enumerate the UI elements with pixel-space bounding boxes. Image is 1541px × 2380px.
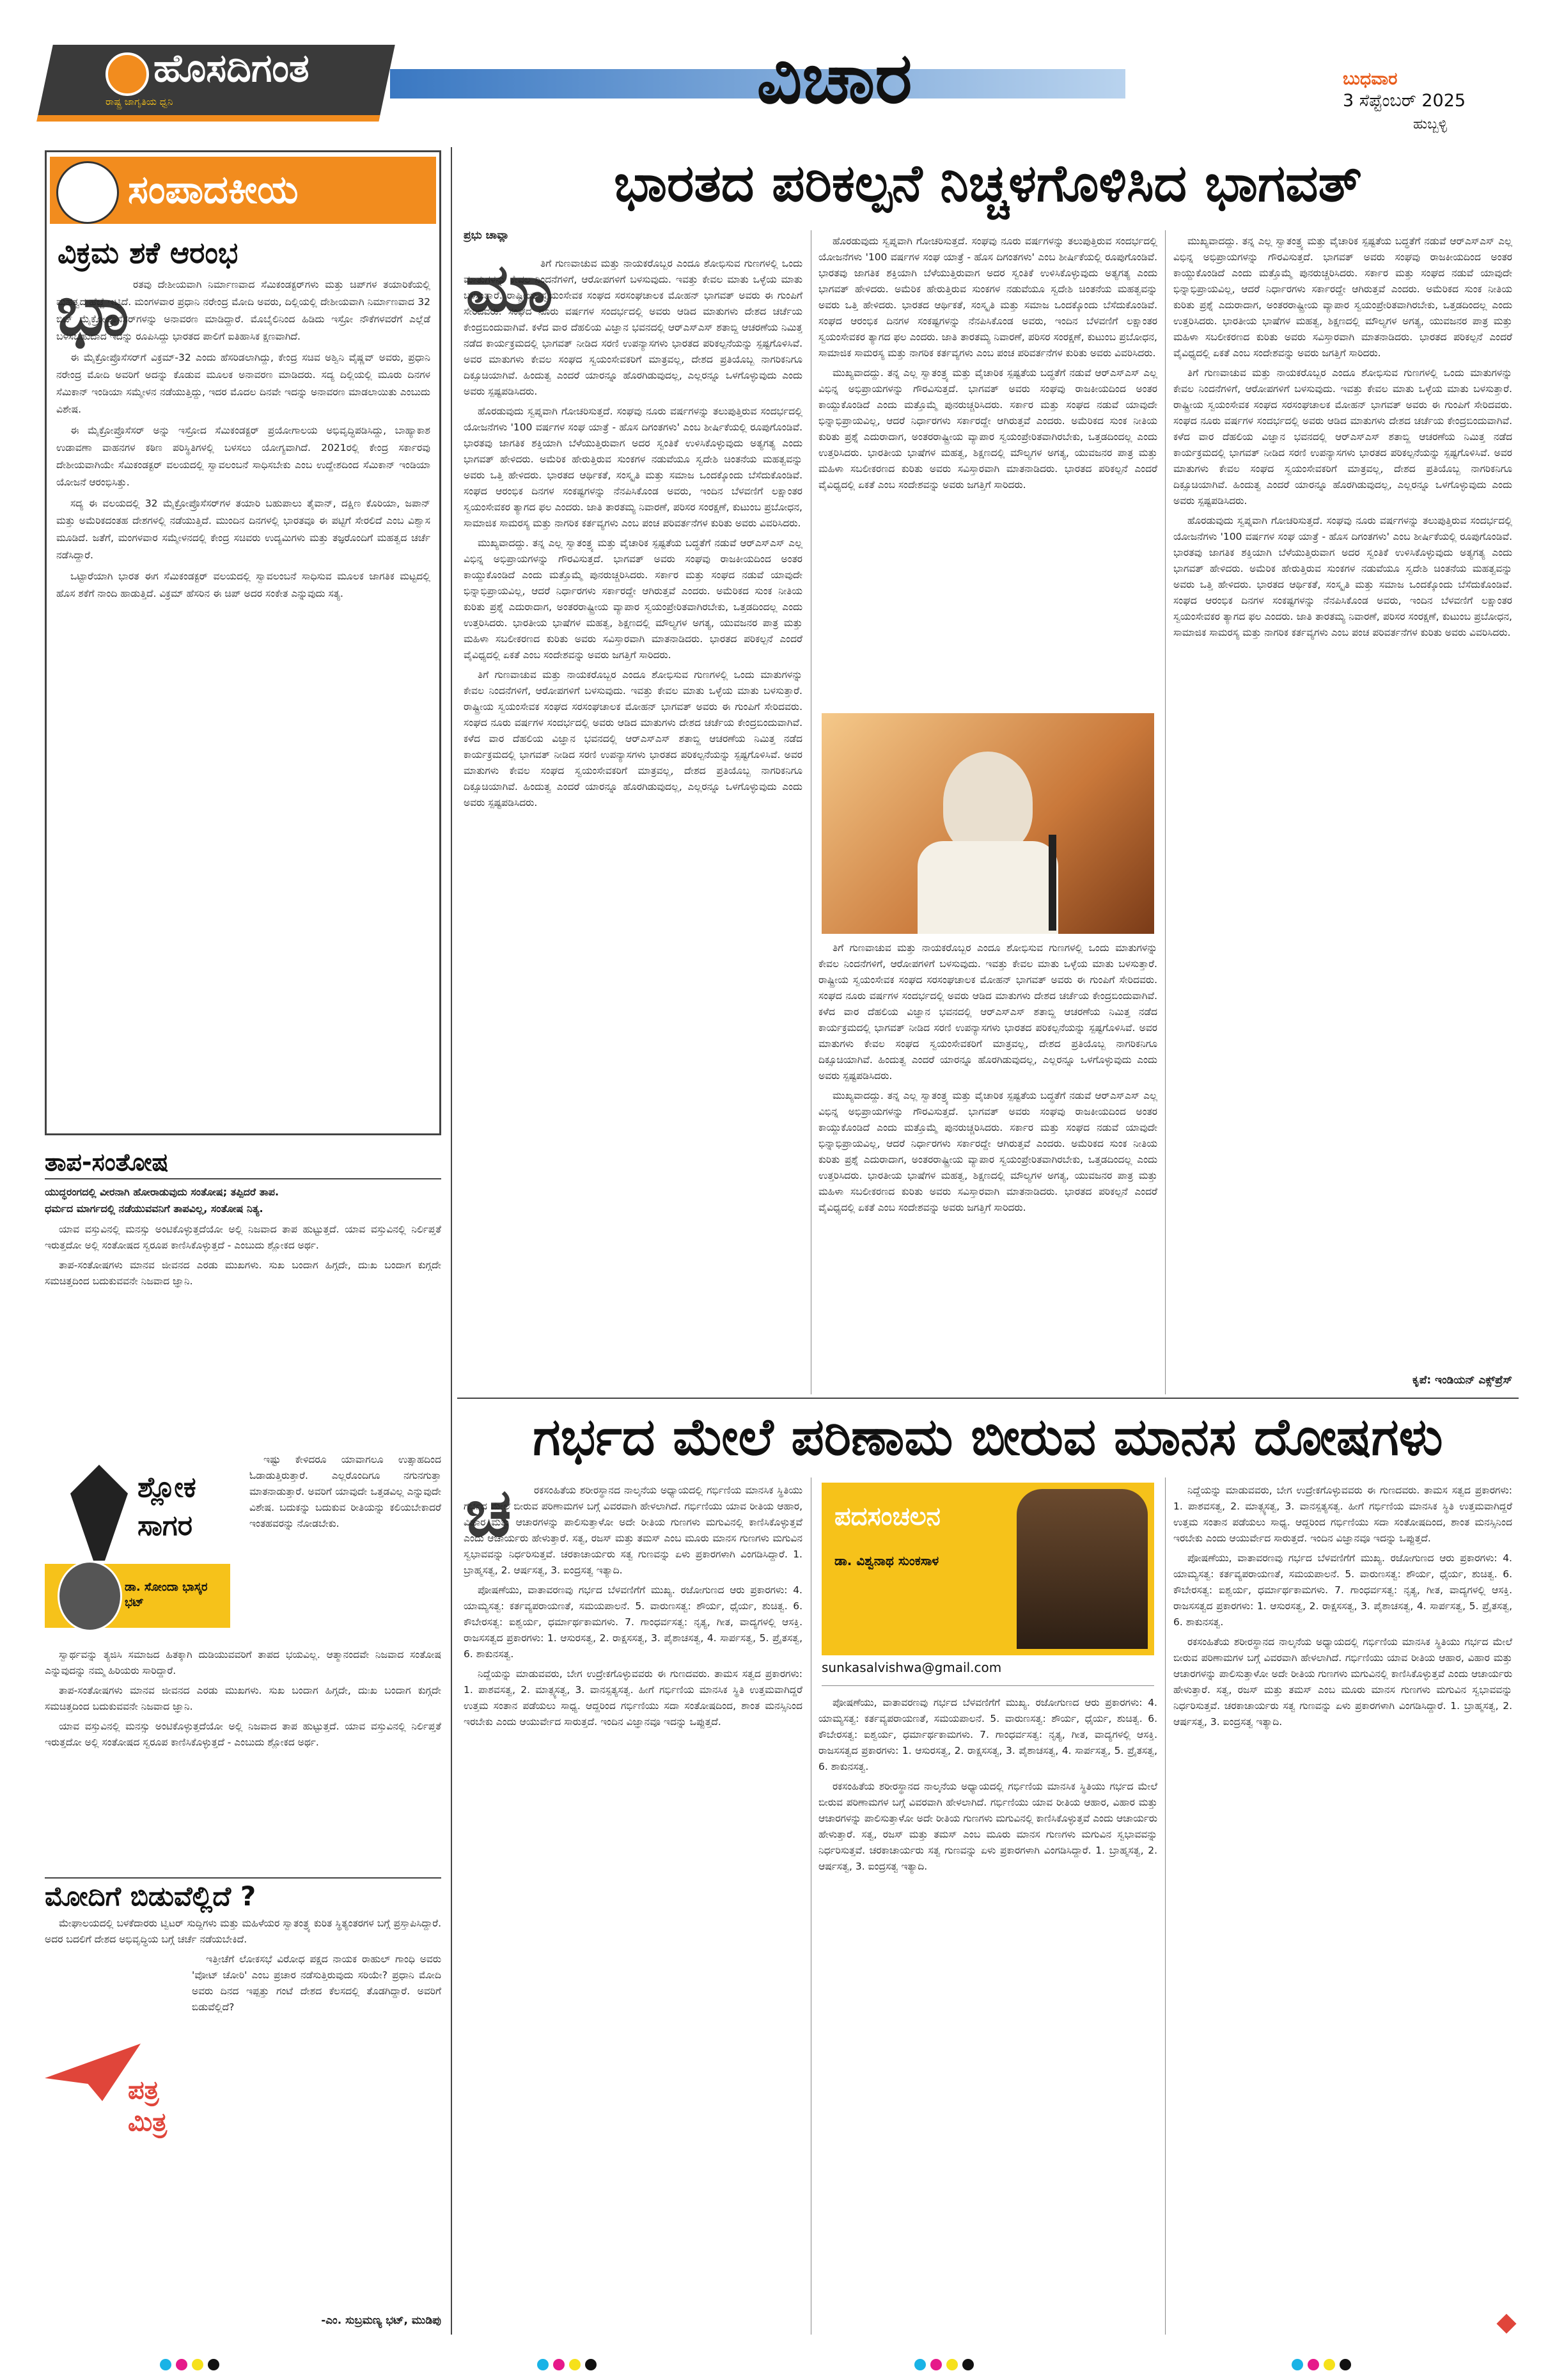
author-photo	[58, 1561, 122, 1632]
issue-day: ಬುಧವಾರ	[1343, 69, 1398, 89]
patra-label-2: ಮಿತ್ರ	[128, 2108, 168, 2137]
taapa-paragraph: ತಾಪ-ಸಂತೋಷಗಳು ಮಾನವ ಜೀವನದ ಎರಡು ಮುಖಗಳು. ಸುಖ ಬಂದಾಗ ಹಿಗ್ಗದೇ, ದುಃಖ ಬಂದಾಗ ಕುಗ್ಗದೇ ಸಮಚಿತ್ತದಿಂದ ಬದುಕುವವನೇ ನಿಜವಾದ ಜ್ಞಾನಿ.	[45, 1259, 441, 1287]
shloka-sagara-badge	[45, 1446, 237, 1637]
second-paragraph: ರಕಸಂಹಿತೆಯ ಶರೀರಸ್ಥಾನದ ನಾಲ್ಕನೆಯ ಅಧ್ಯಾಯದಲ್ಲಿ ಗರ್ಭಿಣಿಯ ಮಾನಸಿಕ ಸ್ಥಿತಿಯು ಗರ್ಭದ ಮೇಲೆ ಬೀರುವ ಪರಿಣಾಮಗಳ ಬಗ್ಗೆ ವಿವರವಾಗಿ ಹೇಳಲಾಗಿದೆ. ಗರ್ಭಿಣಿಯು ಯಾವ ರೀತಿಯ ಆಹಾರ, ವಿಹಾರ ಮತ್ತು ಆಚಾರಗಳನ್ನು ಪಾಲಿಸುತ್ತಾಳೋ ಅದೇ ರೀತಿಯ ಗುಣಗಳು ಮಗುವಿನಲ್ಲಿ ಕಾಣಿಸಿಕೊಳ್ಳುತ್ತವೆ ಎಂದು ಆಚಾರ್ಯರು ಹೇಳುತ್ತಾರೆ. ಸತ್ವ, ರಜಸ್ ಮತ್ತು ತಮಸ್ ಎಂಬ ಮೂರು ಮಾನಸ ಗುಣಗಳು ಮಗುವಿನ ಸ್ವಭಾವವನ್ನು ನಿರ್ಧರಿಸುತ್ತವೆ. ಚರಕಾಚಾರ್ಯರು ಸತ್ವ ಗುಣವನ್ನು ಏಳು ಪ್ರಕಾರಗಳಾಗಿ ವಿಂಗಡಿಸಿದ್ದಾರೆ. 1. ಬ್ರಾಹ್ಮಸತ್ವ, 2. ಆರ್ಷಸತ್ವ, 3. ಐಂದ್ರಸತ್ವ ಇತ್ಯಾದಿ.	[1173, 1636, 1512, 1728]
main-column-3	[1173, 233, 1512, 1366]
registration-mark	[569, 2359, 581, 2370]
editorial-emblem-icon	[56, 161, 119, 224]
main-paragraph: ತಿಗೆ ಗುಣವಾಚುವ ಮತ್ತು ನಾಯಕರೊಬ್ಬರ ಎಂದೂ ಶೋಭಿಸುವ ಗುಣಗಳಲ್ಲಿ ಒಂದು ಮಾತುಗಳನ್ನು ಕೇವಲ ನಿಂದನೆಗಳಿಗೆ, ಆರೋಪಗಳಿಗೆ ಬಳಸುವುದು. ಇವತ್ತು ಕೇವಲ ಮಾತು ಒಳ್ಳೆಯ ಮಾತು ಬಳಸುತ್ತಾರೆ. ರಾಷ್ಟ್ರೀಯ ಸ್ವಯಂಸೇವಕ ಸಂಘದ ಸರಸಂಘಚಾಲಕ ಮೋಹನ್ ಭಾಗವತ್ ಅವರು ಈ ಗುಂಪಿಗೆ ಸೇರಿದವರು. ಸಂಘದ ನೂರು ವರ್ಷಗಳ ಸಂದರ್ಭದಲ್ಲಿ ಅವರು ಆಡಿದ ಮಾತುಗಳು ದೇಶದ ಚರ್ಚೆಯ ಕೇಂದ್ರಬಿಂದುವಾಗಿವೆ. ಕಳೆದ ವಾರ ದೆಹಲಿಯ ವಿಜ್ಞಾನ ಭವನದಲ್ಲಿ ಆರ್‌ಎಸ್‌ಎಸ್ ಶತಾಬ್ದಿ ಆಚರಣೆಯ ನಿಮಿತ್ತ ನಡೆದ ಕಾರ್ಯಕ್ರಮದಲ್ಲಿ ಭಾಗವತ್ ನೀಡಿದ ಸರಣಿ ಉಪನ್ಯಾಸಗಳು ಭಾರತದ ಪರಿಕಲ್ಪನೆಯನ್ನು ಸ್ಪಷ್ಟಗೊಳಿಸಿವೆ. ಅವರ ಮಾತುಗಳು ಕೇವಲ ಸಂಘದ ಸ್ವಯಂಸೇವಕರಿಗೆ ಮಾತ್ರವಲ್ಲ, ದೇಶದ ಪ್ರತಿಯೊಬ್ಬ ನಾಗರಿಕನಿಗೂ ದಿಕ್ಸೂಚಿಯಾಗಿವೆ. ಹಿಂದುತ್ವ ಎಂದರೆ ಯಾರನ್ನೂ ಹೊರಗಿಡುವುದಲ್ಲ, ಎಲ್ಲರನ್ನೂ ಒಳಗೊಳ್ಳುವುದು ಎಂದು ಅವರು ಸ್ಪಷ್ಟಪಡಿಸಿದರು.	[464, 258, 802, 397]
main-credit: ಕೃಪೆ: ಇಂಡಿಯನ್ ಎಕ್ಸ್‌ಪ್ರೆಸ್	[1412, 1374, 1512, 1387]
taapa-body-top	[45, 1222, 441, 1452]
masthead	[0, 0, 1541, 134]
column-author: ಡಾ. ವಿಶ್ವನಾಥ ಸುಂಕಸಾಳ	[834, 1553, 939, 1568]
second-paragraph: ರಕಸಂಹಿತೆಯ ಶರೀರಸ್ಥಾನದ ನಾಲ್ಕನೆಯ ಅಧ್ಯಾಯದಲ್ಲಿ ಗರ್ಭಿಣಿಯ ಮಾನಸಿಕ ಸ್ಥಿತಿಯು ಗರ್ಭದ ಮೇಲೆ ಬೀರುವ ಪರಿಣಾಮಗಳ ಬಗ್ಗೆ ವಿವರವಾಗಿ ಹೇಳಲಾಗಿದೆ. ಗರ್ಭಿಣಿಯು ಯಾವ ರೀತಿಯ ಆಹಾರ, ವಿಹಾರ ಮತ್ತು ಆಚಾರಗಳನ್ನು ಪಾಲಿಸುತ್ತಾಳೋ ಅದೇ ರೀತಿಯ ಗುಣಗಳು ಮಗುವಿನಲ್ಲಿ ಕಾಣಿಸಿಕೊಳ್ಳುತ್ತವೆ ಎಂದು ಆಚಾರ್ಯರು ಹೇಳುತ್ತಾರೆ. ಸತ್ವ, ರಜಸ್ ಮತ್ತು ತಮಸ್ ಎಂಬ ಮೂರು ಮಾನಸ ಗುಣಗಳು ಮಗುವಿನ ಸ್ವಭಾವವನ್ನು ನಿರ್ಧರಿಸುತ್ತವೆ. ಚರಕಾಚಾರ್ಯರು ಸತ್ವ ಗುಣವನ್ನು ಏಳು ಪ್ರಕಾರಗಳಾಗಿ ವಿಂಗಡಿಸಿದ್ದಾರೆ. 1. ಬ್ರಾಹ್ಮಸತ್ವ, 2. ಆರ್ಷಸತ್ವ, 3. ಐಂದ್ರಸತ್ವ ಇತ್ಯಾದಿ.	[818, 1781, 1157, 1872]
patra-mitra-badge	[45, 2044, 185, 2152]
second-paragraph: ನಿದ್ದೆಯನ್ನು ಮಾಡುವವರು, ಬೇಗ ಉದ್ರೇಕಗೊಳ್ಳುವವರು ಈ ಗುಣದವರು. ತಾಮಸ ಸತ್ವದ ಪ್ರಕಾರಗಳು: 1. ಪಾಶವಸತ್ವ, 2. ಮಾತ್ಸ್ಯಸತ್ವ, 3. ವಾನಸ್ಪತ್ಯಸತ್ವ. ಹೀಗೆ ಗರ್ಭಿಣಿಯ ಮಾನಸಿಕ ಸ್ಥಿತಿ ಉತ್ತಮವಾಗಿದ್ದರೆ ಉತ್ತಮ ಸಂತಾನ ಪಡೆಯಲು ಸಾಧ್ಯ. ಆದ್ದರಿಂದ ಗರ್ಭಿಣಿಯು ಸದಾ ಸಂತೋಷದಿಂದ, ಶಾಂತ ಮನಸ್ಸಿನಿಂದ ಇರಬೇಕು ಎಂದು ಆಯುರ್ವೇದ ಸಾರುತ್ತದೆ. ಇಂದಿನ ವಿಜ್ಞಾನವೂ ಇದನ್ನು ಒಪ್ಪುತ್ತದೆ.	[1173, 1485, 1512, 1544]
second-headline: ಗರ್ಭದ ಮೇಲೆ ಪರಿಣಾಮ ಬೀರುವ ಮಾನಸ ದೋಷಗಳು	[533, 1407, 1443, 1467]
taapa-body-side	[249, 1452, 441, 1644]
main-paragraph: ಹೊರಡುವುದು ಸ್ವಪ್ನವಾಗಿ ಗೋಚರಿಸುತ್ತದೆ. ಸಂಘವು ನೂರು ವರ್ಷಗಳನ್ನು ತಲುಪುತ್ತಿರುವ ಸಂದರ್ಭದಲ್ಲಿ ಯೋಜನೆಗಳು '100 ವರ್ಷಗಳ ಸಂಘ ಯಾತ್ರೆ - ಹೊಸ ದಿಗಂತಗಳು' ಎಂಬ ಶೀರ್ಷಿಕೆಯಲ್ಲಿ ರೂಪುಗೊಂಡಿವೆ. ಭಾರತವು ಜಾಗತಿಕ ಶಕ್ತಿಯಾಗಿ ಬೆಳೆಯುತ್ತಿರುವಾಗ ಅದರ ಸ್ವಂತಿಕೆ ಉಳಿಸಿಕೊಳ್ಳುವುದು ಅತ್ಯಗತ್ಯ ಎಂದು ಭಾಗವತ್ ಹೇಳಿದರು. ಅಮೆರಿಕ ಹೇರುತ್ತಿರುವ ಸುಂಕಗಳ ನಡುವೆಯೂ ಸ್ವದೇಶಿ ಚಿಂತನೆಯ ಮಹತ್ವವನ್ನು ಅವರು ಒತ್ತಿ ಹೇಳಿದರು. ಭಾರತದ ಆರ್ಥಿಕತೆ, ಸಂಸ್ಕೃತಿ ಮತ್ತು ಸಮಾಜ ಒಂದಕ್ಕೊಂದು ಬೆಸೆದುಕೊಂಡಿವೆ. ಸಂಘದ ಆರಂಭಿಕ ದಿನಗಳ ಸಂಕಷ್ಟಗಳನ್ನು ನೆನಪಿಸಿಕೊಂಡ ಅವರು, ಇಂದಿನ ಬೆಳವಣಿಗೆ ಲಕ್ಷಾಂತರ ಸ್ವಯಂಸೇವಕರ ತ್ಯಾಗದ ಫಲ ಎಂದರು. ಜಾತಿ ತಾರತಮ್ಯ ನಿವಾರಣೆ, ಪರಿಸರ ಸಂರಕ್ಷಣೆ, ಕುಟುಂಬ ಪ್ರಬೋಧನ, ಸಾಮಾಜಿಕ ಸಾಮರಸ್ಯ ಮತ್ತು ನಾಗರಿಕ ಕರ್ತವ್ಯಗಳು ಎಂಬ ಪಂಚ ಪರಿವರ್ತನೆಗಳ ಕುರಿತು ಅವರು ವಿವರಿಸಿದರು.	[464, 406, 802, 529]
speaker-body	[918, 841, 1058, 934]
registration-mark	[192, 2359, 203, 2370]
taapa-paragraph: ಸ್ವಾರ್ಥವನ್ನು ತ್ಯಜಿಸಿ ಸಮಾಜದ ಹಿತಕ್ಕಾಗಿ ದುಡಿಯುವವರಿಗೆ ತಾಪದ ಭಯವಿಲ್ಲ. ಆತ್ಮಾನಂದವೇ ನಿಜವಾದ ಸಂತೋಷ ಎನ್ನುವುದನ್ನು ನಮ್ಮ ಹಿರಿಯರು ಸಾರಿದ್ದಾರೆ.	[45, 1649, 441, 1676]
taapa-shloka-line: ಧರ್ಮದ ಮಾರ್ಗದಲ್ಲಿ ನಡೆಯುವವನಿಗೆ ತಾಪವಿಲ್ಲ, ಸಂತೋಷ ನಿತ್ಯ.	[45, 1202, 263, 1215]
main-divider-2	[1165, 230, 1166, 1394]
registration-mark	[1340, 2359, 1351, 2370]
second-paragraph: ಪೋಷಣೆಯು, ವಾತಾವರಣವು ಗರ್ಭದ ಬೆಳವಣಿಗೆಗೆ ಮುಖ್ಯ. ರಜೋಗುಣದ ಆರು ಪ್ರಕಾರಗಳು: 4. ಯಾಮ್ಯಸತ್ವ: ಕರ್ತವ್ಯಪರಾಯಣತೆ, ಸಮಯಪಾಲನೆ. 5. ವಾರುಣಸತ್ವ: ಶೌರ್ಯ, ಧೈರ್ಯ, ಶುಚಿತ್ವ. 6. ಕೌಬೇರಸತ್ವ: ಐಶ್ವರ್ಯ, ಧರ್ಮಾರ್ಥಕಾಮಗಳು. 7. ಗಾಂಧರ್ವಸತ್ವ: ನೃತ್ಯ, ಗೀತ, ವಾದ್ಯಗಳಲ್ಲಿ ಆಸಕ್ತಿ. ರಾಜಸಸತ್ವದ ಪ್ರಕಾರಗಳು: 1. ಆಸುರಸತ್ವ, 2. ರಾಕ್ಷಸಸತ್ವ, 3. ಪೈಶಾಚಸತ್ವ, 4. ಸಾರ್ಪಸತ್ವ, 5. ಪ್ರೈತಸತ್ವ, 6. ಶಾಕುನಸತ್ವ.	[818, 1697, 1157, 1772]
taapa-paragraph: ತಾಪ-ಸಂತೋಷಗಳು ಮಾನವ ಜೀವನದ ಎರಡು ಮುಖಗಳು. ಸುಖ ಬಂದಾಗ ಹಿಗ್ಗದೇ, ದುಃಖ ಬಂದಾಗ ಕುಗ್ಗದೇ ಸಮಚಿತ್ತದಿಂದ ಬದುಕುವವನೇ ನಿಜವಾದ ಜ್ಞಾನಿ.	[45, 1685, 441, 1712]
editorial-paragraph: ಸದ್ಯ ಈ ವಲಯದಲ್ಲಿ 32 ಮೈಕ್ರೋಪ್ರೊಸೆಸರ್‌ಗಳ ತಯಾರಿ ಬಹುಪಾಲು ತೈವಾನ್, ದಕ್ಷಿಣ ಕೊರಿಯಾ, ಜಪಾನ್ ಮತ್ತು ಅಮೆರಿಕದಂತಹ ದೇಶಗಳಲ್ಲಿ ನಡೆಯುತ್ತಿದೆ. ಮುಂದಿನ ದಿನಗಳಲ್ಲಿ ಭಾರತವೂ ಈ ಪಟ್ಟಿಗೆ ಸೇರಲಿದೆ ಎಂಬ ವಿಶ್ವಾಸ ಮೂಡಿದೆ. ಜತೆಗೆ, ಮಂಗಳವಾರ ಸಮ್ಮೇಳನದಲ್ಲಿ ಕೇಂದ್ರ ಸಚಿವರು ಉದ್ಯಮಿಗಳು ಮತ್ತು ತಜ್ಞರೊಂದಿಗೆ ಮಹತ್ವದ ಚರ್ಚೆ ನಡೆಸಿದ್ದಾರೆ.	[56, 498, 430, 561]
bhagwat-photo	[822, 713, 1154, 934]
quill-icon	[70, 1465, 128, 1561]
shloka-label-2: ಸಾಗರ	[137, 1509, 192, 1542]
main-paragraph: ತಿಗೆ ಗುಣವಾಚುವ ಮತ್ತು ನಾಯಕರೊಬ್ಬರ ಎಂದೂ ಶೋಭಿಸುವ ಗುಣಗಳಲ್ಲಿ ಒಂದು ಮಾತುಗಳನ್ನು ಕೇವಲ ನಿಂದನೆಗಳಿಗೆ, ಆರೋಪಗಳಿಗೆ ಬಳಸುವುದು. ಇವತ್ತು ಕೇವಲ ಮಾತು ಒಳ್ಳೆಯ ಮಾತು ಬಳಸುತ್ತಾರೆ. ರಾಷ್ಟ್ರೀಯ ಸ್ವಯಂಸೇವಕ ಸಂಘದ ಸರಸಂಘಚಾಲಕ ಮೋಹನ್ ಭಾಗವತ್ ಅವರು ಈ ಗುಂಪಿಗೆ ಸೇರಿದವರು. ಸಂಘದ ನೂರು ವರ್ಷಗಳ ಸಂದರ್ಭದಲ್ಲಿ ಅವರು ಆಡಿದ ಮಾತುಗಳು ದೇಶದ ಚರ್ಚೆಯ ಕೇಂದ್ರಬಿಂದುವಾಗಿವೆ. ಕಳೆದ ವಾರ ದೆಹಲಿಯ ವಿಜ್ಞಾನ ಭವನದಲ್ಲಿ ಆರ್‌ಎಸ್‌ಎಸ್ ಶತಾಬ್ದಿ ಆಚರಣೆಯ ನಿಮಿತ್ತ ನಡೆದ ಕಾರ್ಯಕ್ರಮದಲ್ಲಿ ಭಾಗವತ್ ನೀಡಿದ ಸರಣಿ ಉಪನ್ಯಾಸಗಳು ಭಾರತದ ಪರಿಕಲ್ಪನೆಯನ್ನು ಸ್ಪಷ್ಟಗೊಳಿಸಿವೆ. ಅವರ ಮಾತುಗಳು ಕೇವಲ ಸಂಘದ ಸ್ವಯಂಸೇವಕರಿಗೆ ಮಾತ್ರವಲ್ಲ, ದೇಶದ ಪ್ರತಿಯೊಬ್ಬ ನಾಗರಿಕನಿಗೂ ದಿಕ್ಸೂಚಿಯಾಗಿವೆ. ಹಿಂದುತ್ವ ಎಂದರೆ ಯಾರನ್ನೂ ಹೊರಗಿಡುವುದಲ್ಲ, ಎಲ್ಲರನ್ನೂ ಒಳಗೊಳ್ಳುವುದು ಎಂದು ಅವರು ಸ್ಪಷ್ಟಪಡಿಸಿದರು.	[818, 942, 1157, 1082]
section-title: ವಿಚಾರ	[756, 37, 912, 119]
taapa-paragraph: ಯಾವ ವಸ್ತುವಿನಲ್ಲಿ ಮನಸ್ಸು ಅಂಟಿಕೊಳ್ಳುತ್ತದೆಯೋ ಅಲ್ಲಿ ನಿಜವಾದ ತಾಪ ಹುಟ್ಟುತ್ತದೆ. ಯಾವ ವಸ್ತುವಿನಲ್ಲಿ ನಿರ್ಲಿಪ್ತತೆ ಇರುತ್ತದೋ ಅಲ್ಲಿ ಸಂತೋಷದ ಸ್ವರೂಪ ಕಾಣಿಸಿಕೊಳ್ಳುತ್ತದೆ - ಎಂಬುದು ಶ್ಲೋಕದ ಅರ್ಥ.	[45, 1721, 441, 1748]
second-drop-cap: ಚ	[465, 1474, 512, 1552]
registration-mark	[537, 2359, 549, 2370]
editorial-label: ಸಂಪಾದಕೀಯ	[128, 168, 299, 212]
registration-mark	[914, 2359, 926, 2370]
taapa-shloka-line: ಯುದ್ಧರಂಗದಲ್ಲಿ ವೀರನಾಗಿ ಹೋರಾಡುವುದು ಸಂತೋಷ; ತಪ್ಪಿದರೆ ತಾಪ.	[45, 1186, 279, 1198]
modi-paragraph: ಮೇಘಾಲಯದಲ್ಲಿ ಬಳಕೆದಾರರು ಟ್ವಿಟರ್ ಸುದ್ದಿಗಳು ಮತ್ತು ಮಹಿಳೆಯರ ಸ್ವಾತಂತ್ರ್ಯ ಕುರಿತ ಸ್ಥಿತ್ಯಂತರಗಳ ಬಗ್ಗೆ ಪ್ರಸ್ತಾಪಿಸಿದ್ದಾರೆ. ಅದರ ಬದಲಿಗೆ ದೇಶದ ಅಭಿವೃದ್ಧಿಯ ಬಗ್ಗೆ ಚರ್ಚೆ ನಡೆಯಬೇಕಿದೆ.	[45, 1918, 441, 1945]
editorial-paragraph: ಈ ಮೈಕ್ರೋಪ್ರೊಸೆಸರ್‌ಗೆ ವಿಕ್ರಮ್-32 ಎಂದು ಹೆಸರಿಡಲಾಗಿದ್ದು, ಕೇಂದ್ರ ಸಚಿವ ಅಶ್ವಿನಿ ವೈಷ್ಣವ್ ಅವರು, ಪ್ರಧಾನಿ ನರೇಂದ್ರ ಮೋದಿ ಅವರಿಗೆ ಅದನ್ನು ಕೊಡುವ ಮೂಲಕ ಅನಾವರಣ ಮಾಡಿದರು. ಸದ್ಯ ದಿಲ್ಲಿಯಲ್ಲಿ ಮೂರು ದಿನಗಳ ಸೆಮಿಕಾನ್ ಇಂಡಿಯಾ ಸಮ್ಮೇಳನ ನಡೆಯುತ್ತಿದ್ದು, ಇದರ ಮೊದಲ ದಿನವೇ ಇದನ್ನು ಅನಾವರಣ ಮಾಡಲಾಯಿತು ಎಂಬುದು ವಿಶೇಷ.	[56, 352, 430, 415]
paper-name: ಹೊಸದಿಗಂತ	[153, 46, 309, 91]
speaker-figure	[943, 752, 1033, 854]
modi-rule	[45, 1877, 441, 1879]
taapa-paragraph: ಯಾವ ವಸ್ತುವಿನಲ್ಲಿ ಮನಸ್ಸು ಅಂಟಿಕೊಳ್ಳುತ್ತದೆಯೋ ಅಲ್ಲಿ ನಿಜವಾದ ತಾಪ ಹುಟ್ಟುತ್ತದೆ. ಯಾವ ವಸ್ತುವಿನಲ್ಲಿ ನಿರ್ಲಿಪ್ತತೆ ಇರುತ್ತದೋ ಅಲ್ಲಿ ಸಂತೋಷದ ಸ್ವರೂಪ ಕಾಣಿಸಿಕೊಳ್ಳುತ್ತದೆ - ಎಂಬುದು ಶ್ಲೋಕದ ಅರ್ಥ.	[45, 1224, 441, 1251]
patra-label-1: ಪತ್ರ	[128, 2076, 159, 2105]
second-paragraph: ರಕಸಂಹಿತೆಯ ಶರೀರಸ್ಥಾನದ ನಾಲ್ಕನೆಯ ಅಧ್ಯಾಯದಲ್ಲಿ ಗರ್ಭಿಣಿಯ ಮಾನಸಿಕ ಸ್ಥಿತಿಯು ಗರ್ಭದ ಮೇಲೆ ಬೀರುವ ಪರಿಣಾಮಗಳ ಬಗ್ಗೆ ವಿವರವಾಗಿ ಹೇಳಲಾಗಿದೆ. ಗರ್ಭಿಣಿಯು ಯಾವ ರೀತಿಯ ಆಹಾರ, ವಿಹಾರ ಮತ್ತು ಆಚಾರಗಳನ್ನು ಪಾಲಿಸುತ್ತಾಳೋ ಅದೇ ರೀತಿಯ ಗುಣಗಳು ಮಗುವಿನಲ್ಲಿ ಕಾಣಿಸಿಕೊಳ್ಳುತ್ತವೆ ಎಂದು ಆಚಾರ್ಯರು ಹೇಳುತ್ತಾರೆ. ಸತ್ವ, ರಜಸ್ ಮತ್ತು ತಮಸ್ ಎಂಬ ಮೂರು ಮಾನಸ ಗುಣಗಳು ಮಗುವಿನ ಸ್ವಭಾವವನ್ನು ನಿರ್ಧರಿಸುತ್ತವೆ. ಚರಕಾಚಾರ್ಯರು ಸತ್ವ ಗುಣವನ್ನು ಏಳು ಪ್ರಕಾರಗಳಾಗಿ ವಿಂಗಡಿಸಿದ್ದಾರೆ. 1. ಬ್ರಾಹ್ಮಸತ್ವ, 2. ಆರ್ಷಸತ್ವ, 3. ಐಂದ್ರಸತ್ವ ಇತ್ಯಾದಿ.	[464, 1485, 802, 1576]
main-paragraph: ಮುಖ್ಯವಾದದ್ದು. ತನ್ನ ಎಲ್ಲ ಸ್ವಾತಂತ್ರ್ಯ ಮತ್ತು ವೈಚಾರಿಕ ಸ್ಪಷ್ಟತೆಯ ಬದ್ಧತೆಗೆ ನಡುವೆ ಆರ್‌ಎಸ್‌ಎಸ್ ಎಲ್ಲ ವಿಭಿನ್ನ ಅಭಿಪ್ರಾಯಗಳನ್ನು ಗೌರವಿಸುತ್ತದೆ. ಭಾಗವತ್ ಅವರು ಸಂಘವು ರಾಜಕೀಯದಿಂದ ಅಂತರ ಕಾಯ್ದುಕೊಂಡಿದೆ ಎಂದು ಮತ್ತೊಮ್ಮೆ ಪುನರುಚ್ಚರಿಸಿದರು. ಸರ್ಕಾರ ಮತ್ತು ಸಂಘದ ನಡುವೆ ಯಾವುದೇ ಭಿನ್ನಾಭಿಪ್ರಾಯವಿಲ್ಲ, ಆದರೆ ನಿರ್ಧಾರಗಳು ಸರ್ಕಾರದ್ದೇ ಆಗಿರುತ್ತವೆ ಎಂದರು. ಅಮೆರಿಕದ ಸುಂಕ ನೀತಿಯ ಕುರಿತು ಪ್ರಶ್ನೆ ಎದುರಾದಾಗ, ಅಂತರರಾಷ್ಟ್ರೀಯ ವ್ಯಾಪಾರ ಸ್ವಯಂಪ್ರೇರಿತವಾಗಿರಬೇಕು, ಒತ್ತಡದಿಂದಲ್ಲ ಎಂದು ಉತ್ತರಿಸಿದರು. ಭಾರತೀಯ ಭಾಷೆಗಳ ಮಹತ್ವ, ಶಿಕ್ಷಣದಲ್ಲಿ ಮೌಲ್ಯಗಳ ಅಗತ್ಯ, ಯುವಜನರ ಪಾತ್ರ ಮತ್ತು ಮಹಿಳಾ ಸಬಲೀಕರಣದ ಕುರಿತು ಅವರು ಸವಿಸ್ತಾರವಾಗಿ ಮಾತನಾಡಿದರು. ಭಾರತದ ಪರಿಕಲ್ಪನೆ ಎಂದರೆ ವೈವಿಧ್ಯದಲ್ಲಿ ಏಕತೆ ಎಂಬ ಸಂದೇಶವನ್ನು ಅವರು ಜಗತ್ತಿಗೆ ಸಾರಿದರು.	[818, 367, 1157, 491]
left-column-divider	[451, 147, 452, 2335]
editorial-drop-cap: ಭಾ	[56, 269, 129, 351]
second-column-2	[818, 1695, 1157, 2335]
modi-headline: ಮೋದಿಗೆ ಬಿಡುವೆಲ್ಲಿದೆ ?	[45, 1880, 256, 1912]
main-byline: ಪ್ರಭು ಚಾವ್ಲಾ	[464, 229, 510, 242]
paper-tagline: ರಾಷ್ಟ್ರ ಜಾಗೃತಿಯ ಧ್ವನಿ	[106, 96, 173, 107]
second-paragraph: ನಿದ್ದೆಯನ್ನು ಮಾಡುವವರು, ಬೇಗ ಉದ್ರೇಕಗೊಳ್ಳುವವರು ಈ ಗುಣದವರು. ತಾಮಸ ಸತ್ವದ ಪ್ರಕಾರಗಳು: 1. ಪಾಶವಸತ್ವ, 2. ಮಾತ್ಸ್ಯಸತ್ವ, 3. ವಾನಸ್ಪತ್ಯಸತ್ವ. ಹೀಗೆ ಗರ್ಭಿಣಿಯ ಮಾನಸಿಕ ಸ್ಥಿತಿ ಉತ್ತಮವಾಗಿದ್ದರೆ ಉತ್ತಮ ಸಂತಾನ ಪಡೆಯಲು ಸಾಧ್ಯ. ಆದ್ದರಿಂದ ಗರ್ಭಿಣಿಯು ಸದಾ ಸಂತೋಷದಿಂದ, ಶಾಂತ ಮನಸ್ಸಿನಿಂದ ಇರಬೇಕು ಎಂದು ಆಯುರ್ವೇದ ಸಾರುತ್ತದೆ. ಇಂದಿನ ವಿಜ್ಞಾನವೂ ಇದನ್ನು ಒಪ್ಪುತ್ತದೆ.	[464, 1668, 802, 1728]
registration-mark	[553, 2359, 565, 2370]
author-photo	[1017, 1489, 1148, 1649]
registration-mark	[930, 2359, 942, 2370]
main-column-2a	[818, 233, 1157, 707]
registration-mark	[585, 2359, 597, 2370]
microphone-icon	[1049, 835, 1056, 931]
main-column-2b	[818, 940, 1157, 1388]
shloka-author: ಡಾ. ಸೋಂದಾ ಭಾಸ್ಕರ ಭಟ್	[125, 1580, 208, 1609]
column-email: sunkasalvishwa@gmail.com	[822, 1660, 1154, 1686]
second-column-1	[464, 1483, 802, 2333]
logo-emblem-icon	[106, 52, 149, 96]
issue-city: ಹುಬ್ಬಳ್ಳಿ	[1413, 116, 1448, 132]
padasanchalana-badge	[822, 1483, 1154, 1655]
editorial-paragraph: ಈ ಮೈಕ್ರೋಪ್ರೊಸೆಸರ್ ಅನ್ನು ಇಸ್ರೋದ ಸೆಮಿಕಂಡಕ್ಟರ್ ಪ್ರಯೋಗಾಲಯ ಅಭಿವೃದ್ಧಿಪಡಿಸಿದ್ದು, ಬಾಹ್ಯಾಕಾಶ ಉಡಾವಣಾ ವಾಹನಗಳ ಕಠಿಣ ಪರಿಸ್ಥಿತಿಗಳಲ್ಲಿ ಬಳಸಲು ಯೋಗ್ಯವಾಗಿದೆ. 2021ರಲ್ಲಿ ಕೇಂದ್ರ ಸರ್ಕಾರವು ದೇಶೀಯವಾಗಿಯೇ ಸೆಮಿಕಂಡಕ್ಟರ್ ವಲಯದಲ್ಲಿ ಸ್ವಾವಲಂಬನೆ ಸಾಧಿಸಬೇಕು ಎಂಬ ಉದ್ದೇಶದಿಂದ ಸೆಮಿಕಾನ್ ಇಂಡಿಯಾ ಯೋಜನೆ ಆರಂಭಿಸಿತ್ತು.	[56, 425, 430, 488]
taapa-rule	[45, 1178, 441, 1179]
modi-signature: -ಎಂ. ಸುಬ್ರಮಣ್ಯ ಭಟ್, ಮುಡಿಪು	[321, 2314, 441, 2327]
second-divider-2	[1165, 1478, 1166, 2335]
registration-mark	[176, 2359, 187, 2370]
registration-mark	[1324, 2359, 1335, 2370]
main-bottom-rule	[457, 1398, 1519, 1399]
main-paragraph: ಹೊರಡುವುದು ಸ್ವಪ್ನವಾಗಿ ಗೋಚರಿಸುತ್ತದೆ. ಸಂಘವು ನೂರು ವರ್ಷಗಳನ್ನು ತಲುಪುತ್ತಿರುವ ಸಂದರ್ಭದಲ್ಲಿ ಯೋಜನೆಗಳು '100 ವರ್ಷಗಳ ಸಂಘ ಯಾತ್ರೆ - ಹೊಸ ದಿಗಂತಗಳು' ಎಂಬ ಶೀರ್ಷಿಕೆಯಲ್ಲಿ ರೂಪುಗೊಂಡಿವೆ. ಭಾರತವು ಜಾಗತಿಕ ಶಕ್ತಿಯಾಗಿ ಬೆಳೆಯುತ್ತಿರುವಾಗ ಅದರ ಸ್ವಂತಿಕೆ ಉಳಿಸಿಕೊಳ್ಳುವುದು ಅತ್ಯಗತ್ಯ ಎಂದು ಭಾಗವತ್ ಹೇಳಿದರು. ಅಮೆರಿಕ ಹೇರುತ್ತಿರುವ ಸುಂಕಗಳ ನಡುವೆಯೂ ಸ್ವದೇಶಿ ಚಿಂತನೆಯ ಮಹತ್ವವನ್ನು ಅವರು ಒತ್ತಿ ಹೇಳಿದರು. ಭಾರತದ ಆರ್ಥಿಕತೆ, ಸಂಸ್ಕೃತಿ ಮತ್ತು ಸಮಾಜ ಒಂದಕ್ಕೊಂದು ಬೆಸೆದುಕೊಂಡಿವೆ. ಸಂಘದ ಆರಂಭಿಕ ದಿನಗಳ ಸಂಕಷ್ಟಗಳನ್ನು ನೆನಪಿಸಿಕೊಂಡ ಅವರು, ಇಂದಿನ ಬೆಳವಣಿಗೆ ಲಕ್ಷಾಂತರ ಸ್ವಯಂಸೇವಕರ ತ್ಯಾಗದ ಫಲ ಎಂದರು. ಜಾತಿ ತಾರತಮ್ಯ ನಿವಾರಣೆ, ಪರಿಸರ ಸಂರಕ್ಷಣೆ, ಕುಟುಂಬ ಪ್ರಬೋಧನ, ಸಾಮಾಜಿಕ ಸಾಮರಸ್ಯ ಮತ್ತು ನಾಗರಿಕ ಕರ್ತವ್ಯಗಳು ಎಂಬ ಪಂಚ ಪರಿವರ್ತನೆಗಳ ಕುರಿತು ಅವರು ವಿವರಿಸಿದರು.	[818, 235, 1157, 359]
taapa-paragraph: ಇಷ್ಟು ಕೇಳಿದರೂ ಯಾವಾಗಲೂ ಉತ್ಸಾಹದಿಂದ ಓಡಾಡುತ್ತಿರುತ್ತಾರೆ. ಎಲ್ಲರೊಂದಿಗೂ ನಗುನಗುತ್ತಾ ಮಾತನಾಡುತ್ತಾರೆ. ಅವರಿಗೆ ಯಾವುದೇ ಒತ್ತಡವಿಲ್ಲ ಎನ್ನುವುದೇ ವಿಶೇಷ. ಬದುಕನ್ನು ಬದುಕುವ ರೀತಿಯನ್ನು ಕಲಿಯಬೇಕಾದರೆ ಇಂತಹವರನ್ನು ನೋಡಬೇಕು.	[249, 1454, 441, 1529]
issue-date: 3 ಸೆಪ್ಟೆಂಬರ್ 2025	[1343, 91, 1466, 111]
main-paragraph: ಮುಖ್ಯವಾದದ್ದು. ತನ್ನ ಎಲ್ಲ ಸ್ವಾತಂತ್ರ್ಯ ಮತ್ತು ವೈಚಾರಿಕ ಸ್ಪಷ್ಟತೆಯ ಬದ್ಧತೆಗೆ ನಡುವೆ ಆರ್‌ಎಸ್‌ಎಸ್ ಎಲ್ಲ ವಿಭಿನ್ನ ಅಭಿಪ್ರಾಯಗಳನ್ನು ಗೌರವಿಸುತ್ತದೆ. ಭಾಗವತ್ ಅವರು ಸಂಘವು ರಾಜಕೀಯದಿಂದ ಅಂತರ ಕಾಯ್ದುಕೊಂಡಿದೆ ಎಂದು ಮತ್ತೊಮ್ಮೆ ಪುನರುಚ್ಚರಿಸಿದರು. ಸರ್ಕಾರ ಮತ್ತು ಸಂಘದ ನಡುವೆ ಯಾವುದೇ ಭಿನ್ನಾಭಿಪ್ರಾಯವಿಲ್ಲ, ಆದರೆ ನಿರ್ಧಾರಗಳು ಸರ್ಕಾರದ್ದೇ ಆಗಿರುತ್ತವೆ ಎಂದರು. ಅಮೆರಿಕದ ಸುಂಕ ನೀತಿಯ ಕುರಿತು ಪ್ರಶ್ನೆ ಎದುರಾದಾಗ, ಅಂತರರಾಷ್ಟ್ರೀಯ ವ್ಯಾಪಾರ ಸ್ವಯಂಪ್ರೇರಿತವಾಗಿರಬೇಕು, ಒತ್ತಡದಿಂದಲ್ಲ ಎಂದು ಉತ್ತರಿಸಿದರು. ಭಾರತೀಯ ಭಾಷೆಗಳ ಮಹತ್ವ, ಶಿಕ್ಷಣದಲ್ಲಿ ಮೌಲ್ಯಗಳ ಅಗತ್ಯ, ಯುವಜನರ ಪಾತ್ರ ಮತ್ತು ಮಹಿಳಾ ಸಬಲೀಕರಣದ ಕುರಿತು ಅವರು ಸವಿಸ್ತಾರವಾಗಿ ಮಾತನಾಡಿದರು. ಭಾರತದ ಪರಿಕಲ್ಪನೆ ಎಂದರೆ ವೈವಿಧ್ಯದಲ್ಲಿ ಏಕತೆ ಎಂಬ ಸಂದೇಶವನ್ನು ಅವರು ಜಗತ್ತಿಗೆ ಸಾರಿದರು.	[1173, 235, 1512, 359]
column-label: ಪದಸಂಚಲನ	[834, 1502, 941, 1531]
modi-paragraph: ಇತ್ತೀಚೆಗೆ ಲೋಕಸಭೆ ವಿರೋಧ ಪಕ್ಷದ ನಾಯಕ ರಾಹುಲ್ ಗಾಂಧಿ ಅವರು 'ವೋಟ್ ಚೋರಿ' ಎಂಬ ಪ್ರಚಾರ ನಡೆಸುತ್ತಿರುವುದು ಸರಿಯೇ? ಪ್ರಧಾನಿ ಮೋದಿ ಅವರು ದಿನದ ಇಪ್ಪತ್ತು ಗಂಟೆ ದೇಶದ ಕೆಲಸದಲ್ಲಿ ತೊಡಗಿದ್ದಾರೆ. ಅವರಿಗೆ ಬಿಡುವೆಲ್ಲಿದೆ?	[192, 1953, 441, 2013]
main-column-1	[464, 256, 802, 1391]
shloka-label-1: ಶ್ಲೋಕ	[137, 1471, 196, 1504]
second-paragraph: ಪೋಷಣೆಯು, ವಾತಾವರಣವು ಗರ್ಭದ ಬೆಳವಣಿಗೆಗೆ ಮುಖ್ಯ. ರಜೋಗುಣದ ಆರು ಪ್ರಕಾರಗಳು: 4. ಯಾಮ್ಯಸತ್ವ: ಕರ್ತವ್ಯಪರಾಯಣತೆ, ಸಮಯಪಾಲನೆ. 5. ವಾರುಣಸತ್ವ: ಶೌರ್ಯ, ಧೈರ್ಯ, ಶುಚಿತ್ವ. 6. ಕೌಬೇರಸತ್ವ: ಐಶ್ವರ್ಯ, ಧರ್ಮಾರ್ಥಕಾಮಗಳು. 7. ಗಾಂಧರ್ವಸತ್ವ: ನೃತ್ಯ, ಗೀತ, ವಾದ್ಯಗಳಲ್ಲಿ ಆಸಕ್ತಿ. ರಾಜಸಸತ್ವದ ಪ್ರಕಾರಗಳು: 1. ಆಸುರಸತ್ವ, 2. ರಾಕ್ಷಸಸತ್ವ, 3. ಪೈಶಾಚಸತ್ವ, 4. ಸಾರ್ಪಸತ್ವ, 5. ಪ್ರೈತಸತ್ವ, 6. ಶಾಕುನಸತ್ವ.	[1173, 1552, 1512, 1628]
registration-mark	[160, 2359, 171, 2370]
registration-mark	[946, 2359, 958, 2370]
main-paragraph: ತಿಗೆ ಗುಣವಾಚುವ ಮತ್ತು ನಾಯಕರೊಬ್ಬರ ಎಂದೂ ಶೋಭಿಸುವ ಗುಣಗಳಲ್ಲಿ ಒಂದು ಮಾತುಗಳನ್ನು ಕೇವಲ ನಿಂದನೆಗಳಿಗೆ, ಆರೋಪಗಳಿಗೆ ಬಳಸುವುದು. ಇವತ್ತು ಕೇವಲ ಮಾತು ಒಳ್ಳೆಯ ಮಾತು ಬಳಸುತ್ತಾರೆ. ರಾಷ್ಟ್ರೀಯ ಸ್ವಯಂಸೇವಕ ಸಂಘದ ಸರಸಂಘಚಾಲಕ ಮೋಹನ್ ಭಾಗವತ್ ಅವರು ಈ ಗುಂಪಿಗೆ ಸೇರಿದವರು. ಸಂಘದ ನೂರು ವರ್ಷಗಳ ಸಂದರ್ಭದಲ್ಲಿ ಅವರು ಆಡಿದ ಮಾತುಗಳು ದೇಶದ ಚರ್ಚೆಯ ಕೇಂದ್ರಬಿಂದುವಾಗಿವೆ. ಕಳೆದ ವಾರ ದೆಹಲಿಯ ವಿಜ್ಞಾನ ಭವನದಲ್ಲಿ ಆರ್‌ಎಸ್‌ಎಸ್ ಶತಾಬ್ದಿ ಆಚರಣೆಯ ನಿಮಿತ್ತ ನಡೆದ ಕಾರ್ಯಕ್ರಮದಲ್ಲಿ ಭಾಗವತ್ ನೀಡಿದ ಸರಣಿ ಉಪನ್ಯಾಸಗಳು ಭಾರತದ ಪರಿಕಲ್ಪನೆಯನ್ನು ಸ್ಪಷ್ಟಗೊಳಿಸಿವೆ. ಅವರ ಮಾತುಗಳು ಕೇವಲ ಸಂಘದ ಸ್ವಯಂಸೇವಕರಿಗೆ ಮಾತ್ರವಲ್ಲ, ದೇಶದ ಪ್ರತಿಯೊಬ್ಬ ನಾಗರಿಕನಿಗೂ ದಿಕ್ಸೂಚಿಯಾಗಿವೆ. ಹಿಂದುತ್ವ ಎಂದರೆ ಯಾರನ್ನೂ ಹೊರಗಿಡುವುದಲ್ಲ, ಎಲ್ಲರನ್ನೂ ಒಳಗೊಳ್ಳುವುದು ಎಂದು ಅವರು ಸ್ಪಷ್ಟಪಡಿಸಿದರು.	[464, 669, 802, 808]
main-drop-cap: ಮಾ	[465, 249, 553, 327]
main-paragraph: ತಿಗೆ ಗುಣವಾಚುವ ಮತ್ತು ನಾಯಕರೊಬ್ಬರ ಎಂದೂ ಶೋಭಿಸುವ ಗುಣಗಳಲ್ಲಿ ಒಂದು ಮಾತುಗಳನ್ನು ಕೇವಲ ನಿಂದನೆಗಳಿಗೆ, ಆರೋಪಗಳಿಗೆ ಬಳಸುವುದು. ಇವತ್ತು ಕೇವಲ ಮಾತು ಒಳ್ಳೆಯ ಮಾತು ಬಳಸುತ್ತಾರೆ. ರಾಷ್ಟ್ರೀಯ ಸ್ವಯಂಸೇವಕ ಸಂಘದ ಸರಸಂಘಚಾಲಕ ಮೋಹನ್ ಭಾಗವತ್ ಅವರು ಈ ಗುಂಪಿಗೆ ಸೇರಿದವರು. ಸಂಘದ ನೂರು ವರ್ಷಗಳ ಸಂದರ್ಭದಲ್ಲಿ ಅವರು ಆಡಿದ ಮಾತುಗಳು ದೇಶದ ಚರ್ಚೆಯ ಕೇಂದ್ರಬಿಂದುವಾಗಿವೆ. ಕಳೆದ ವಾರ ದೆಹಲಿಯ ವಿಜ್ಞಾನ ಭವನದಲ್ಲಿ ಆರ್‌ಎಸ್‌ಎಸ್ ಶತಾಬ್ದಿ ಆಚರಣೆಯ ನಿಮಿತ್ತ ನಡೆದ ಕಾರ್ಯಕ್ರಮದಲ್ಲಿ ಭಾಗವತ್ ನೀಡಿದ ಸರಣಿ ಉಪನ್ಯಾಸಗಳು ಭಾರತದ ಪರಿಕಲ್ಪನೆಯನ್ನು ಸ್ಪಷ್ಟಗೊಳಿಸಿವೆ. ಅವರ ಮಾತುಗಳು ಕೇವಲ ಸಂಘದ ಸ್ವಯಂಸೇವಕರಿಗೆ ಮಾತ್ರವಲ್ಲ, ದೇಶದ ಪ್ರತಿಯೊಬ್ಬ ನಾಗರಿಕನಿಗೂ ದಿಕ್ಸೂಚಿಯಾಗಿವೆ. ಹಿಂದುತ್ವ ಎಂದರೆ ಯಾರನ್ನೂ ಹೊರಗಿಡುವುದಲ್ಲ, ಎಲ್ಲರನ್ನೂ ಒಳಗೊಳ್ಳುವುದು ಎಂದು ಅವರು ಸ್ಪಷ್ಟಪಡಿಸಿದರು.	[1173, 367, 1512, 507]
taapa-body-bottom	[45, 1647, 441, 1903]
editorial-body	[56, 269, 430, 1121]
paper-plane-icon	[45, 2044, 141, 2101]
editorial-paragraph: ರತವು ದೇಶೀಯವಾಗಿ ನಿರ್ಮಾಣವಾದ ಸೆಮಿಕಂಡಕ್ಟರ್‌ಗಳು ಮತ್ತು ಚಿಪ್‌ಗಳ ತಯಾರಿಕೆಯಲ್ಲಿ ಮಹತ್ವದ ಹೆಜ್ಜೆ ಇಟ್ಟಿದೆ. ಮಂಗಳವಾರ ಪ್ರಧಾನಿ ನರೇಂದ್ರ ಮೋದಿ ಅವರು, ದಿಲ್ಲಿಯಲ್ಲಿ ದೇಶೀಯವಾಗಿ ನಿರ್ಮಾಣವಾದ 32 ಬಿಟ್ ಮೈಕ್ರೋಪ್ರೊಸೆಸರ್‌ಗಳನ್ನು ಅನಾವರಣ ಮಾಡಿದ್ದಾರೆ. ಮೊಬೈಲಿನಿಂದ ಹಿಡಿದು ಇಸ್ರೋ ನೌಕೆಗಳವರೆಗೆ ಎಲ್ಲೆಡೆ ಬಳಸಬಹುದಾದ ಇದನ್ನು ರೂಪಿಸಿದ್ದು ಭಾರತದ ಪಾಲಿಗೆ ಐತಿಹಾಸಿಕ ಕ್ಷಣವಾಗಿದೆ.	[56, 279, 430, 342]
editorial-paragraph: ಒಟ್ಟಾರೆಯಾಗಿ ಭಾರತ ಈಗ ಸೆಮಿಕಂಡಕ್ಟರ್ ವಲಯದಲ್ಲಿ ಸ್ವಾವಲಂಬನೆ ಸಾಧಿಸುವ ಮೂಲಕ ಜಾಗತಿಕ ಮಟ್ಟದಲ್ಲಿ ಹೊಸ ಶಕೆಗೆ ನಾಂದಿ ಹಾಡುತ್ತಿದೆ. ವಿಕ್ರಮ್ ಹೆಸರಿನ ಈ ಚಿಪ್ ಅದರ ಸಂಕೇತ ಎನ್ನುವುದು ಸತ್ಯ.	[56, 571, 430, 599]
registration-mark	[1308, 2359, 1319, 2370]
registration-mark	[962, 2359, 974, 2370]
taapa-label: ತಾಪ-ಸಂತೋಷ	[45, 1148, 169, 1176]
registration-mark	[208, 2359, 219, 2370]
editorial-headline: ವಿಕ್ರಮ ಶಕೆ ಆರಂಭ	[58, 235, 239, 270]
main-paragraph: ಹೊರಡುವುದು ಸ್ವಪ್ನವಾಗಿ ಗೋಚರಿಸುತ್ತದೆ. ಸಂಘವು ನೂರು ವರ್ಷಗಳನ್ನು ತಲುಪುತ್ತಿರುವ ಸಂದರ್ಭದಲ್ಲಿ ಯೋಜನೆಗಳು '100 ವರ್ಷಗಳ ಸಂಘ ಯಾತ್ರೆ - ಹೊಸ ದಿಗಂತಗಳು' ಎಂಬ ಶೀರ್ಷಿಕೆಯಲ್ಲಿ ರೂಪುಗೊಂಡಿವೆ. ಭಾರತವು ಜಾಗತಿಕ ಶಕ್ತಿಯಾಗಿ ಬೆಳೆಯುತ್ತಿರುವಾಗ ಅದರ ಸ್ವಂತಿಕೆ ಉಳಿಸಿಕೊಳ್ಳುವುದು ಅತ್ಯಗತ್ಯ ಎಂದು ಭಾಗವತ್ ಹೇಳಿದರು. ಅಮೆರಿಕ ಹೇರುತ್ತಿರುವ ಸುಂಕಗಳ ನಡುವೆಯೂ ಸ್ವದೇಶಿ ಚಿಂತನೆಯ ಮಹತ್ವವನ್ನು ಅವರು ಒತ್ತಿ ಹೇಳಿದರು. ಭಾರತದ ಆರ್ಥಿಕತೆ, ಸಂಸ್ಕೃತಿ ಮತ್ತು ಸಮಾಜ ಒಂದಕ್ಕೊಂದು ಬೆಸೆದುಕೊಂಡಿವೆ. ಸಂಘದ ಆರಂಭಿಕ ದಿನಗಳ ಸಂಕಷ್ಟಗಳನ್ನು ನೆನಪಿಸಿಕೊಂಡ ಅವರು, ಇಂದಿನ ಬೆಳವಣಿಗೆ ಲಕ್ಷಾಂತರ ಸ್ವಯಂಸೇವಕರ ತ್ಯಾಗದ ಫಲ ಎಂದರು. ಜಾತಿ ತಾರತಮ್ಯ ನಿವಾರಣೆ, ಪರಿಸರ ಸಂರಕ್ಷಣೆ, ಕುಟುಂಬ ಪ್ರಬೋಧನ, ಸಾಮಾಜಿಕ ಸಾಮರಸ್ಯ ಮತ್ತು ನಾಗರಿಕ ಕರ್ತವ್ಯಗಳು ಎಂಬ ಪಂಚ ಪರಿವರ್ತನೆಗಳ ಕುರಿತು ಅವರು ವಿವರಿಸಿದರು.	[1173, 515, 1512, 638]
main-headline: ಭಾರತದ ಪರಿಕಲ್ಪನೆ ನಿಚ್ಚಳಗೊಳಿಸಿದ ಭಾಗವತ್	[614, 154, 1362, 213]
registration-mark	[1292, 2359, 1303, 2370]
second-paragraph: ಪೋಷಣೆಯು, ವಾತಾವರಣವು ಗರ್ಭದ ಬೆಳವಣಿಗೆಗೆ ಮುಖ್ಯ. ರಜೋಗುಣದ ಆರು ಪ್ರಕಾರಗಳು: 4. ಯಾಮ್ಯಸತ್ವ: ಕರ್ತವ್ಯಪರಾಯಣತೆ, ಸಮಯಪಾಲನೆ. 5. ವಾರುಣಸತ್ವ: ಶೌರ್ಯ, ಧೈರ್ಯ, ಶುಚಿತ್ವ. 6. ಕೌಬೇರಸತ್ವ: ಐಶ್ವರ್ಯ, ಧರ್ಮಾರ್ಥಕಾಮಗಳು. 7. ಗಾಂಧರ್ವಸತ್ವ: ನೃತ್ಯ, ಗೀತ, ವಾದ್ಯಗಳಲ್ಲಿ ಆಸಕ್ತಿ. ರಾಜಸಸತ್ವದ ಪ್ರಕಾರಗಳು: 1. ಆಸುರಸತ್ವ, 2. ರಾಕ್ಷಸಸತ್ವ, 3. ಪೈಶಾಚಸತ್ವ, 4. ಸಾರ್ಪಸತ್ವ, 5. ಪ್ರೈತಸತ್ವ, 6. ಶಾಕುನಸತ್ವ.	[464, 1584, 802, 1660]
main-paragraph: ಮುಖ್ಯವಾದದ್ದು. ತನ್ನ ಎಲ್ಲ ಸ್ವಾತಂತ್ರ್ಯ ಮತ್ತು ವೈಚಾರಿಕ ಸ್ಪಷ್ಟತೆಯ ಬದ್ಧತೆಗೆ ನಡುವೆ ಆರ್‌ಎಸ್‌ಎಸ್ ಎಲ್ಲ ವಿಭಿನ್ನ ಅಭಿಪ್ರಾಯಗಳನ್ನು ಗೌರವಿಸುತ್ತದೆ. ಭಾಗವತ್ ಅವರು ಸಂಘವು ರಾಜಕೀಯದಿಂದ ಅಂತರ ಕಾಯ್ದುಕೊಂಡಿದೆ ಎಂದು ಮತ್ತೊಮ್ಮೆ ಪುನರುಚ್ಚರಿಸಿದರು. ಸರ್ಕಾರ ಮತ್ತು ಸಂಘದ ನಡುವೆ ಯಾವುದೇ ಭಿನ್ನಾಭಿಪ್ರಾಯವಿಲ್ಲ, ಆದರೆ ನಿರ್ಧಾರಗಳು ಸರ್ಕಾರದ್ದೇ ಆಗಿರುತ್ತವೆ ಎಂದರು. ಅಮೆರಿಕದ ಸುಂಕ ನೀತಿಯ ಕುರಿತು ಪ್ರಶ್ನೆ ಎದುರಾದಾಗ, ಅಂತರರಾಷ್ಟ್ರೀಯ ವ್ಯಾಪಾರ ಸ್ವಯಂಪ್ರೇರಿತವಾಗಿರಬೇಕು, ಒತ್ತಡದಿಂದಲ್ಲ ಎಂದು ಉತ್ತರಿಸಿದರು. ಭಾರತೀಯ ಭಾಷೆಗಳ ಮಹತ್ವ, ಶಿಕ್ಷಣದಲ್ಲಿ ಮೌಲ್ಯಗಳ ಅಗತ್ಯ, ಯುವಜನರ ಪಾತ್ರ ಮತ್ತು ಮಹಿಳಾ ಸಬಲೀಕರಣದ ಕುರಿತು ಅವರು ಸವಿಸ್ತಾರವಾಗಿ ಮಾತನಾಡಿದರು. ಭಾರತದ ಪರಿಕಲ್ಪನೆ ಎಂದರೆ ವೈವಿಧ್ಯದಲ್ಲಿ ಏಕತೆ ಎಂಬ ಸಂದೇಶವನ್ನು ಅವರು ಜಗತ್ತಿಗೆ ಸಾರಿದರು.	[464, 537, 802, 661]
main-paragraph: ಮುಖ್ಯವಾದದ್ದು. ತನ್ನ ಎಲ್ಲ ಸ್ವಾತಂತ್ರ್ಯ ಮತ್ತು ವೈಚಾರಿಕ ಸ್ಪಷ್ಟತೆಯ ಬದ್ಧತೆಗೆ ನಡುವೆ ಆರ್‌ಎಸ್‌ಎಸ್ ಎಲ್ಲ ವಿಭಿನ್ನ ಅಭಿಪ್ರಾಯಗಳನ್ನು ಗೌರವಿಸುತ್ತದೆ. ಭಾಗವತ್ ಅವರು ಸಂಘವು ರಾಜಕೀಯದಿಂದ ಅಂತರ ಕಾಯ್ದುಕೊಂಡಿದೆ ಎಂದು ಮತ್ತೊಮ್ಮೆ ಪುನರುಚ್ಚರಿಸಿದರು. ಸರ್ಕಾರ ಮತ್ತು ಸಂಘದ ನಡುವೆ ಯಾವುದೇ ಭಿನ್ನಾಭಿಪ್ರಾಯವಿಲ್ಲ, ಆದರೆ ನಿರ್ಧಾರಗಳು ಸರ್ಕಾರದ್ದೇ ಆಗಿರುತ್ತವೆ ಎಂದರು. ಅಮೆರಿಕದ ಸುಂಕ ನೀತಿಯ ಕುರಿತು ಪ್ರಶ್ನೆ ಎದುರಾದಾಗ, ಅಂತರರಾಷ್ಟ್ರೀಯ ವ್ಯಾಪಾರ ಸ್ವಯಂಪ್ರೇರಿತವಾಗಿರಬೇಕು, ಒತ್ತಡದಿಂದಲ್ಲ ಎಂದು ಉತ್ತರಿಸಿದರು. ಭಾರತೀಯ ಭಾಷೆಗಳ ಮಹತ್ವ, ಶಿಕ್ಷಣದಲ್ಲಿ ಮೌಲ್ಯಗಳ ಅಗತ್ಯ, ಯುವಜನರ ಪಾತ್ರ ಮತ್ತು ಮಹಿಳಾ ಸಬಲೀಕರಣದ ಕುರಿತು ಅವರು ಸವಿಸ್ತಾರವಾಗಿ ಮಾತನಾಡಿದರು. ಭಾರತದ ಪರಿಕಲ್ಪನೆ ಎಂದರೆ ವೈವಿಧ್ಯದಲ್ಲಿ ಏಕತೆ ಎಂಬ ಸಂದೇಶವನ್ನು ಅವರು ಜಗತ್ತಿಗೆ ಸಾರಿದರು.	[818, 1090, 1157, 1213]
second-column-3	[1173, 1483, 1512, 2333]
